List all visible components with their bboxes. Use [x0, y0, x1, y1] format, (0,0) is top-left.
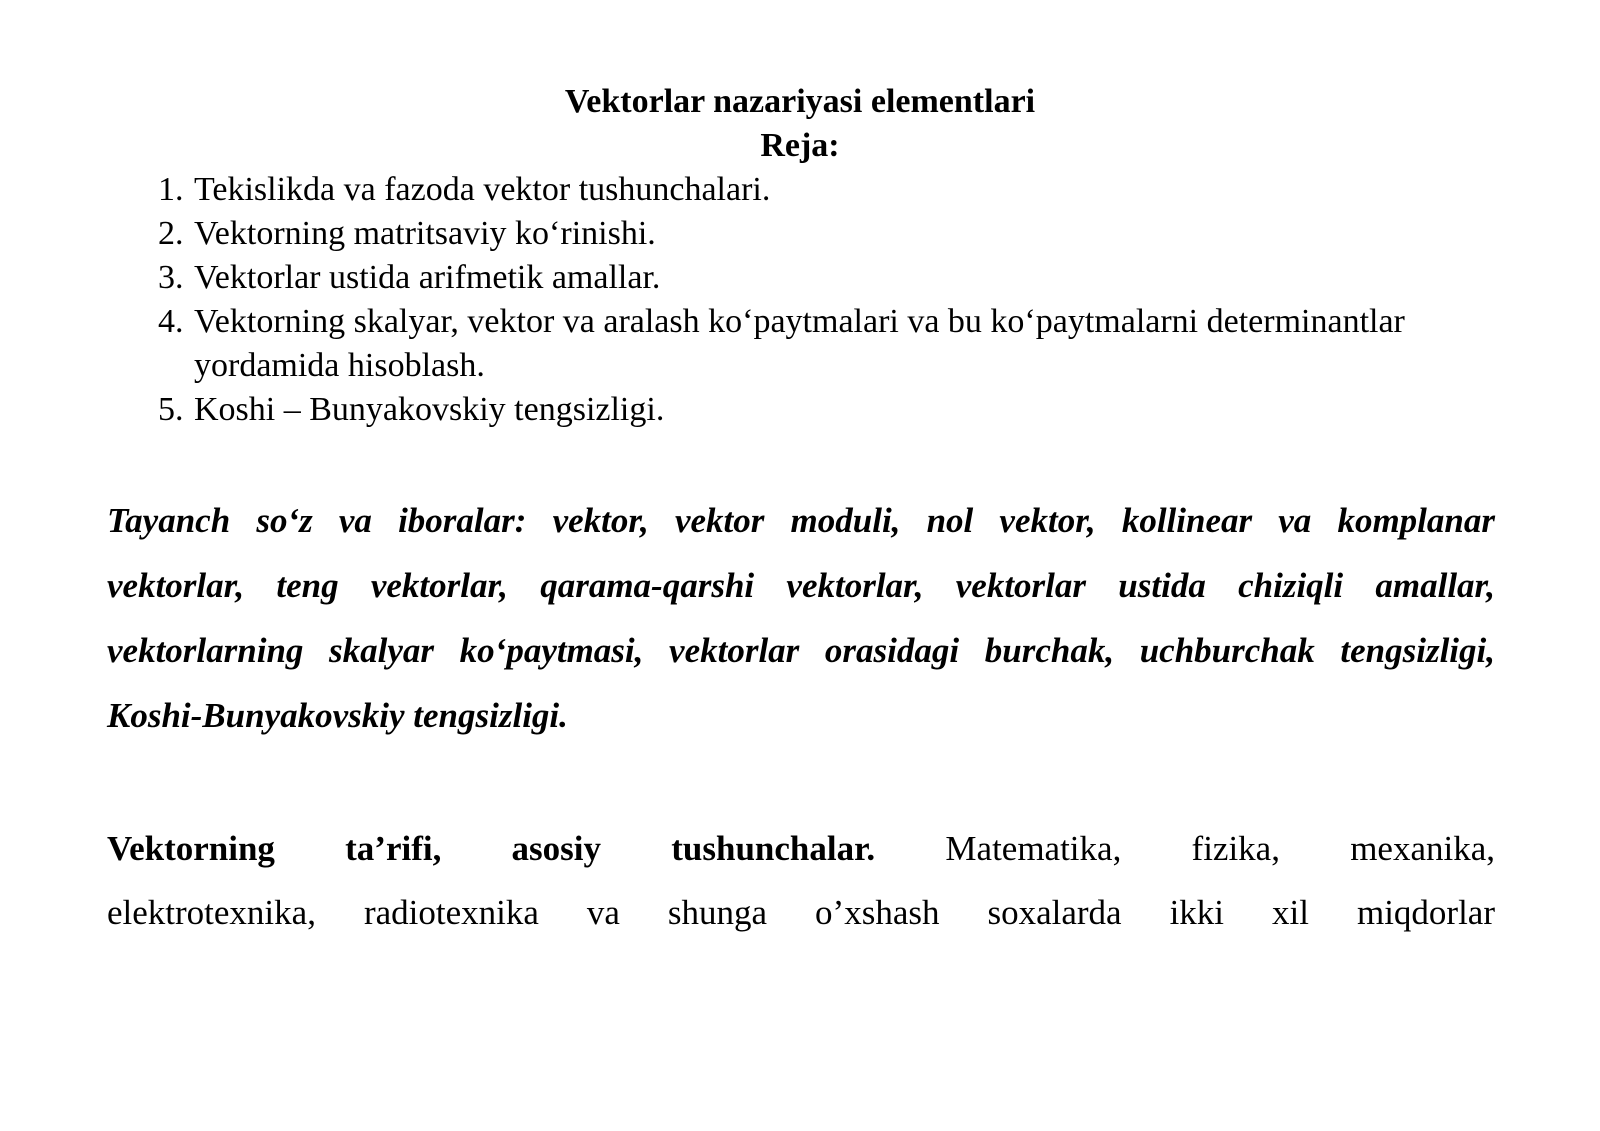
plan-list: [158, 168, 1418, 432]
plan-item-text: Koshi – Bunyakovskiy tengsizligi.: [194, 391, 665, 428]
plan-item-number: 2.: [158, 215, 184, 252]
keywords-line: Tayanch so‘z va iboralar: vektor, vektor moduli, nol vektor, kollinear va komplanar: [107, 501, 1495, 540]
plan-item-number: 5.: [158, 391, 184, 428]
plan-item: [158, 388, 1418, 432]
definition-line: elektrotexnika, radiotexnika va shunga o’xshash soxalarda ikki xil miqdorlar: [107, 893, 1495, 932]
plan-item-text: Tekislikda va fazoda vektor tushunchalari.: [194, 171, 771, 208]
keywords-paragraph: [107, 488, 1495, 748]
definition-lead: Vektorning ta’rifi, asosiy tushunchalar.: [107, 829, 876, 868]
plan-item: [158, 300, 1418, 388]
definition-line: [107, 817, 1495, 881]
plan-item: [158, 168, 1418, 212]
plan-item: [158, 256, 1418, 300]
plan-item-number: 3.: [158, 259, 184, 296]
definition-paragraph: [107, 817, 1495, 945]
plan-item: [158, 212, 1418, 256]
plan-item-number: 1.: [158, 171, 184, 208]
document-title: Vektorlar nazariyasi elementlari: [564, 83, 1036, 120]
plan-item-text: Vektorning skalyar, vektor va aralash ko‘paytmalari va bu ko‘paytmalarni determinantlar yordamida hisoblash.: [194, 303, 1405, 384]
definition-text: Matematika, fizika, mexanika,: [875, 829, 1495, 868]
keywords-line: vektorlarning skalyar ko‘paytmasi, vektorlar orasidagi burchak, uchburchak tengsizligi,: [107, 631, 1495, 670]
keywords-line: vektorlar, teng vektorlar, qarama-qarshi vektorlar, vektorlar ustida chiziqli amallar,: [107, 566, 1495, 605]
plan-heading: Reja:: [760, 127, 840, 164]
plan-item-number: 4.: [158, 303, 184, 340]
keywords-line: Koshi-Bunyakovskiy tengsizligi.: [107, 696, 568, 735]
plan-item-text: Vektorlar ustida arifmetik amallar.: [194, 259, 661, 296]
plan-item-text: Vektorning matritsaviy ko‘rinishi.: [194, 215, 656, 252]
